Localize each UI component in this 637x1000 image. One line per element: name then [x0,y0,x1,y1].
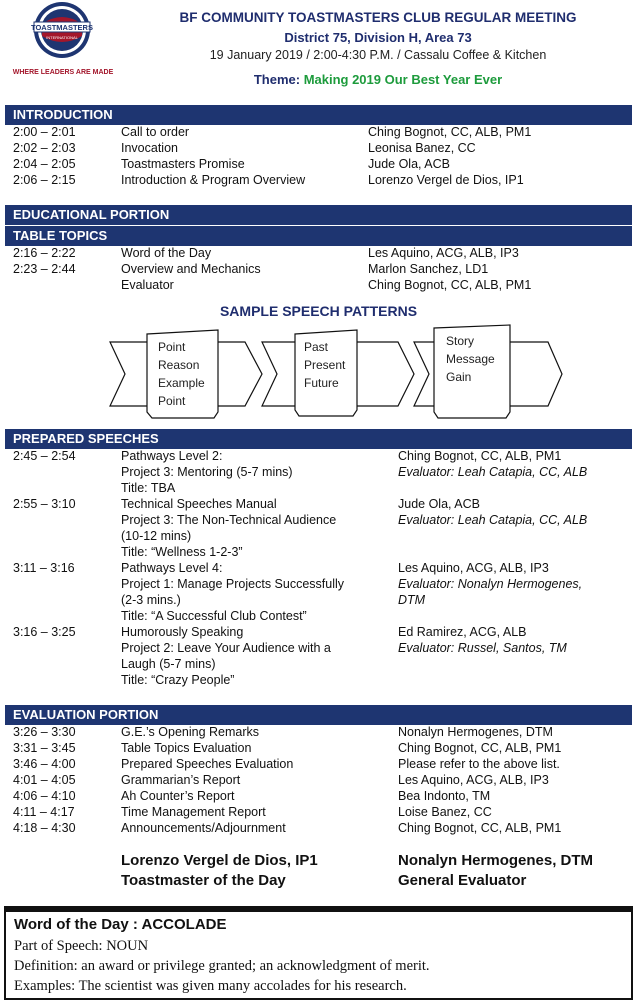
evaluator-cell: Evaluator: Nonalyn Hermogenes, [398,577,583,591]
evaluator-cell: DTM [398,593,426,607]
table-row [0,820,637,836]
time-cell: 4:11 – 4:17 [13,805,75,819]
person-cell: Les Aquino, ACG, ALB, IP3 [398,773,549,787]
time-cell: 2:04 – 2:05 [13,157,76,171]
section-prepared: PREPARED SPEECHES [5,429,632,449]
person-cell: Lorenzo Vergel de Dios, IP1 [368,173,524,187]
table-row [0,756,637,772]
pattern-1-line: Point [158,340,186,354]
person-cell: Ching Bognot, CC, ALB, PM1 [398,821,562,835]
item-cell: Evaluator [121,278,174,292]
time-cell: 3:16 – 3:25 [13,625,76,639]
item-cell: Overview and Mechanics [121,262,261,276]
speech-line: Title: “Wellness 1-2-3” [121,545,243,559]
time-cell: 2:55 – 3:10 [13,497,76,511]
toastmaster-role: Toastmaster of the Day [121,872,286,889]
table-row [0,740,637,756]
time-cell: 3:11 – 3:16 [13,561,75,575]
evaluator-cell: Evaluator: Leah Catapia, CC, ALB [398,465,588,479]
speech-line: Project 1: Manage Projects Successfully [121,577,345,591]
toastmaster-name: Lorenzo Vergel de Dios, IP1 [121,852,318,869]
time-cell: 2:06 – 2:15 [13,173,76,187]
item-cell: Toastmasters Promise [121,157,245,171]
section-table-topics: TABLE TOPICS [5,226,632,246]
table-row [0,124,637,140]
time-cell: 2:00 – 2:01 [13,125,76,139]
speech-line: Laugh (5-7 mins) [121,657,216,671]
definition: Definition: an award or privilege granted; an acknowledgment of merit. [14,958,430,974]
item-cell: Table Topics Evaluation [121,741,252,755]
person-cell: Nonalyn Hermogenes, DTM [398,725,553,739]
speech-line: Title: “Crazy People” [121,673,235,687]
speech-block [0,448,637,496]
district-line: District 75, Division H, Area 73 [284,30,472,45]
time-cell: 3:26 – 3:30 [13,725,76,739]
pattern-1-line: Example [158,376,205,390]
logo-tagline: WHERE LEADERS ARE MADE [12,69,114,76]
toastmasters-logo [4,0,122,80]
time-cell: 3:31 – 3:45 [13,741,76,755]
person-cell: Ching Bognot, CC, ALB, PM1 [398,741,562,755]
pattern-2-line: Present [304,358,346,372]
person-cell: Leonisa Banez, CC [368,141,476,155]
item-cell: G.E.’s Opening Remarks [121,725,260,739]
speech-line: Project 3: Mentoring (5-7 mins) [121,465,293,479]
person-cell: Bea Indonto, TM [398,789,491,803]
time-cell: 4:06 – 4:10 [13,789,76,803]
item-cell: Call to order [121,125,190,139]
table-row [0,140,637,156]
person-cell: Jude Ola, ACB [368,157,450,171]
theme-line [128,72,628,87]
pattern-2-line: Past [304,340,329,354]
patterns-title: SAMPLE SPEECH PATTERNS [219,303,418,319]
speech-patterns-diagram [0,320,637,430]
person-cell: Please refer to the above list. [398,757,560,771]
speaker-cell: Jude Ola, ACB [398,497,480,511]
speech-line: Pathways Level 2: [121,449,223,463]
pattern-3-line: Gain [446,370,472,384]
time-cell: 2:02 – 2:03 [13,141,76,155]
general-evaluator-role: General Evaluator [398,872,527,889]
logo-wordmark: TOASTMASTERS [31,23,93,32]
table-row [0,724,637,740]
table-row [0,804,637,820]
person-cell: Les Aquino, ACG, ALB, IP3 [368,246,519,260]
evaluator-cell: Evaluator: Russel, Santos, TM [398,641,567,655]
section-educational: EDUCATIONAL PORTION [5,205,632,225]
logo-subtext: INTERNATIONAL [46,35,78,40]
pattern-2-line: Future [304,376,339,390]
time-cell: 4:18 – 4:30 [13,821,76,835]
speaker-cell: Ed Ramirez, ACG, ALB [398,625,527,639]
pattern-3-line: Message [446,352,495,366]
item-cell: Prepared Speeches Evaluation [121,757,294,771]
general-evaluator-signature [398,851,593,891]
table-row [0,772,637,788]
person-cell: Loise Banez, CC [398,805,492,819]
meeting-title: BF COMMUNITY TOASTMASTERS CLUB REGULAR MEETING [179,10,577,25]
time-cell: 3:46 – 4:00 [13,757,76,771]
item-cell: Time Management Report [121,805,266,819]
table-row [0,261,637,277]
speech-line: Project 3: The Non-Technical Audience [121,513,337,527]
section-evaluation: EVALUATION PORTION [5,705,632,725]
speech-line: Title: “A Successful Club Contest” [121,609,307,623]
theme-value: Making 2019 Our Best Year Ever [303,72,503,87]
speech-line: Pathways Level 4: [121,561,223,575]
item-cell: Announcements/Adjournment [121,821,286,835]
pattern-1-line: Reason [158,358,200,372]
speech-block [0,624,637,688]
speech-line: Humorously Speaking [121,625,244,639]
example: Examples: The scientist was given many accolades for his research. [14,978,407,994]
item-cell: Introduction & Program Overview [121,173,306,187]
time-cell: 2:45 – 2:54 [13,449,76,463]
speech-line: Title: TBA [121,481,176,495]
speech-block [0,560,637,624]
item-cell: Invocation [121,141,178,155]
theme-label: Theme: [253,72,301,87]
section-introduction: INTRODUCTION [5,105,632,125]
speech-line: (10-12 mins) [121,529,192,543]
speaker-cell: Ching Bognot, CC, ALB, PM1 [398,449,562,463]
word-of-the-day-box [4,906,633,1000]
general-evaluator-name: Nonalyn Hermogenes, DTM [398,852,594,869]
speaker-cell: Les Aquino, ACG, ALB, IP3 [398,561,549,575]
toastmaster-signature [121,851,318,891]
item-cell: Ah Counter’s Report [121,789,235,803]
person-cell: Ching Bognot, CC, ALB, PM1 [368,278,532,292]
table-row [0,788,637,804]
time-cell: 4:01 – 4:05 [13,773,76,787]
date-line: 19 January 2019 / 2:00-4:30 P.M. / Cassalu Coffee & Kitchen [209,48,547,62]
speech-line: Project 2: Leave Your Audience with a [121,641,331,655]
evaluator-cell: Evaluator: Leah Catapia, CC, ALB [398,513,588,527]
speech-block [0,496,637,560]
word-of-the-day-title: Word of the Day : ACCOLADE [14,916,227,933]
time-cell: 2:16 – 2:22 [13,246,76,260]
part-of-speech: Part of Speech: NOUN [14,938,149,954]
person-cell: Ching Bognot, CC, ALB, PM1 [368,125,532,139]
speech-line: (2-3 mins.) [121,593,181,607]
table-row [0,245,637,261]
table-row [0,277,637,293]
pattern-3-line: Story [446,334,475,348]
time-cell: 2:23 – 2:44 [13,262,76,276]
table-row [0,172,637,188]
speech-line: Technical Speeches Manual [121,497,277,511]
item-cell: Grammarian’s Report [121,773,241,787]
item-cell: Word of the Day [121,246,212,260]
table-row [0,156,637,172]
person-cell: Marlon Sanchez, LD1 [368,262,489,276]
pattern-1-line: Point [158,394,186,408]
